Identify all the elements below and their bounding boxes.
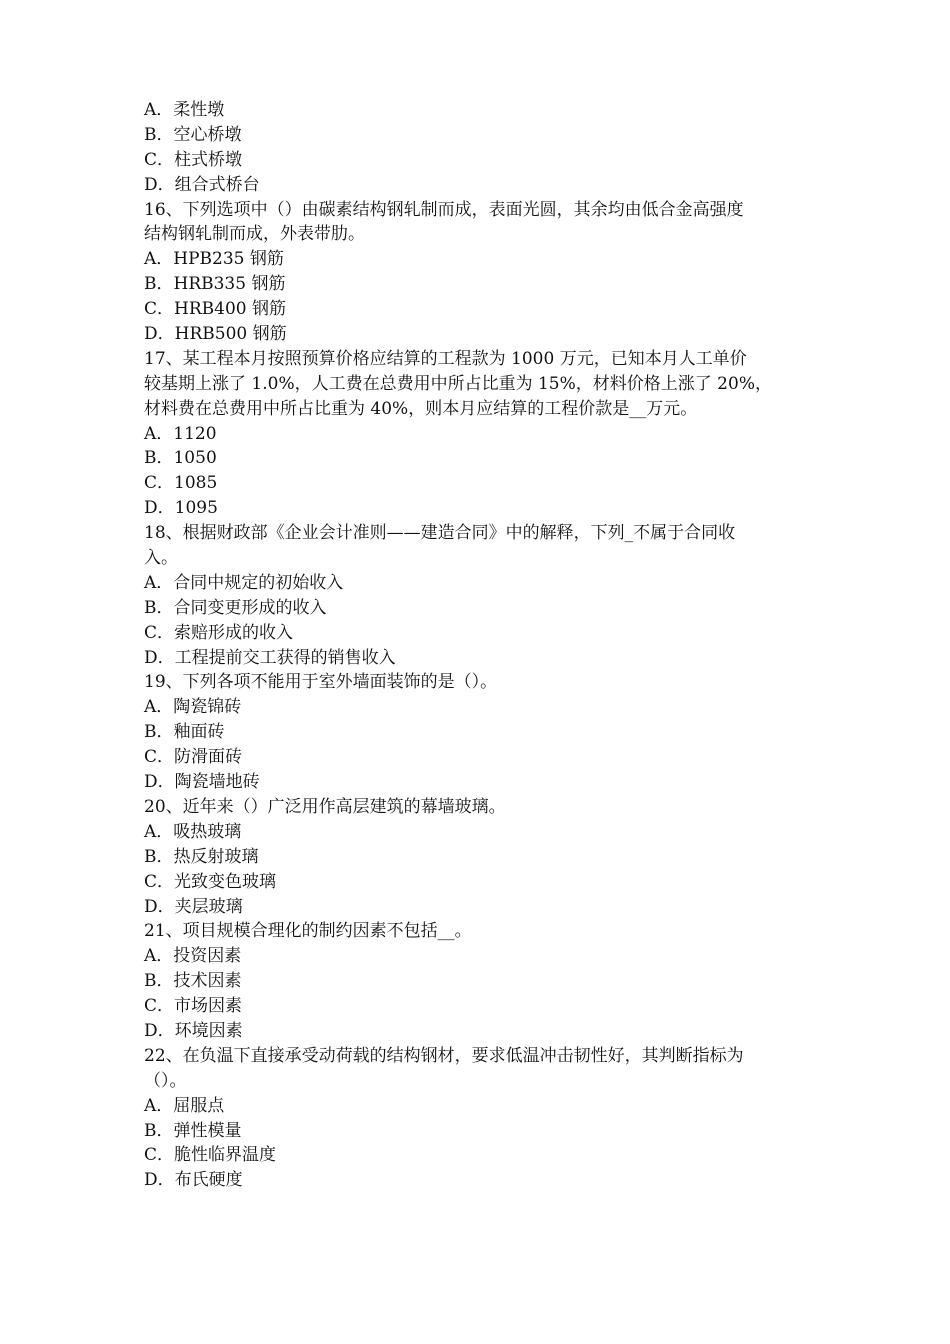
option-q19-d: D．陶瓷墙地砖	[144, 772, 260, 793]
option-q15-c: C．柱式桥墩	[144, 149, 243, 170]
option-q17-a: A．1120	[144, 423, 217, 444]
option-q15-a: A．柔性墩	[144, 100, 225, 120]
option-q16-c: C．HRB400 钢筋	[144, 299, 286, 320]
question-19-stem-line-1: 19、下列各项不能用于室外墙面装饰的是（）。	[144, 672, 498, 693]
option-q15-d: D．组合式桥台	[144, 174, 260, 195]
option-q22-b: B．弹性模量	[144, 1120, 242, 1141]
question-20-stem-line-1: 20、近年来（）广泛用作高层建筑的幕墙玻璃。	[144, 796, 506, 817]
question-list	[144, 98, 824, 1193]
question-17-stem-line-1: 17、某工程本月按照预算价格应结算的工程款为 1000 万元，已知本月人工单价	[144, 348, 747, 369]
option-q16-b: B．HRB335 钢筋	[144, 274, 286, 295]
option-q15-b: B．空心桥墩	[144, 124, 242, 145]
question-22-stem-line-1: 22、在负温下直接承受动荷载的结构钢材，要求低温冲击韧性好，其判断指标为	[144, 1045, 744, 1066]
option-q17-b: B．1050	[144, 448, 217, 469]
option-q22-d: D．布氏硬度	[144, 1170, 243, 1191]
question-17-stem-line-2: 较基期上涨了 1.0%，人工费在总费用中所占比重为 15%，材料价格上涨了 20%，	[144, 373, 772, 394]
question-18-stem-line-1: 18、根据财政部《企业会计准则——建造合同》中的解释，下列_不属于合同收	[144, 523, 736, 544]
option-q19-c: C．防滑面砖	[144, 747, 243, 768]
option-q21-c: C．市场因素	[144, 996, 243, 1017]
option-q19-a: A．陶瓷锦砖	[144, 697, 242, 718]
option-q18-b: B．合同变更形成的收入	[144, 597, 327, 618]
option-q20-c: C．光致变色玻璃	[144, 871, 277, 892]
option-q22-c: C．脆性临界温度	[144, 1145, 277, 1166]
question-21-stem-line-1: 21、项目规模合理化的制约因素不包括__。	[144, 921, 472, 942]
question-17-stem-line-3: 材料费在总费用中所占比重为 40%，则本月应结算的工程价款是__万元。	[144, 398, 698, 419]
option-q16-a: A．HPB235 钢筋	[144, 249, 284, 270]
option-q20-b: B．热反射玻璃	[144, 846, 259, 867]
option-q21-a: A．投资因素	[144, 946, 242, 967]
option-q19-b: B．釉面砖	[144, 722, 225, 743]
question-18-stem-line-2: 入。	[144, 548, 178, 569]
question-16-stem-line-2: 结构钢轧制而成，外表带肋。	[144, 224, 365, 245]
option-q18-c: C．索赔形成的收入	[144, 622, 294, 643]
option-q22-a: A．屈服点	[144, 1095, 225, 1116]
option-q16-d: D．HRB500 钢筋	[144, 324, 287, 345]
option-q17-d: D．1095	[144, 498, 218, 519]
option-q21-d: D．环境因素	[144, 1020, 243, 1041]
option-q21-b: B．技术因素	[144, 971, 242, 992]
option-q20-a: A．吸热玻璃	[144, 821, 242, 842]
option-q18-a: A．合同中规定的初始收入	[144, 572, 344, 593]
option-q17-c: C．1085	[144, 473, 218, 494]
option-q18-d: D．工程提前交工获得的销售收入	[144, 647, 396, 668]
option-q20-d: D．夹层玻璃	[144, 896, 243, 917]
question-16-stem-line-1: 16、下列选项中（）由碳素结构钢轧制而成，表面光圆，其余均由低合金高强度	[144, 199, 744, 220]
question-22-stem-line-2: （）。	[144, 1070, 187, 1091]
